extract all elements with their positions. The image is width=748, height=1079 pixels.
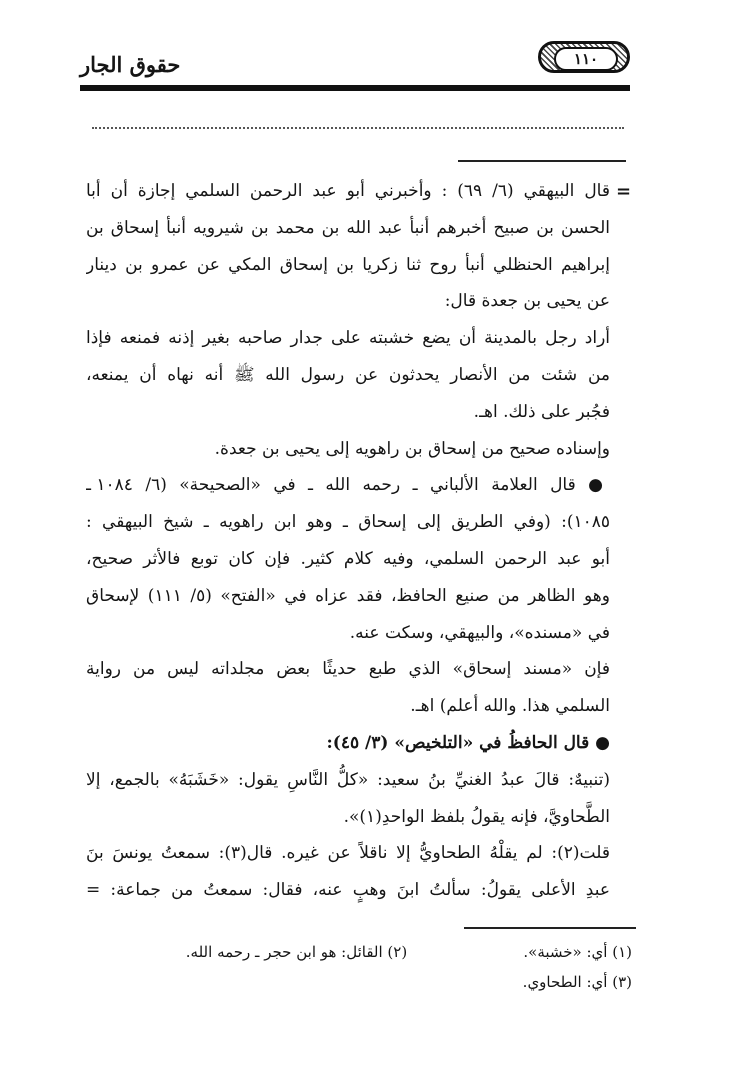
body-line: فإن «مسند إسحاق» الذي طبع حديثًا بعض مجلداته ليس من رواية — [86, 659, 610, 680]
section-rule — [458, 160, 626, 162]
footnote-3: (٣) أي: الطحاوي. — [522, 973, 632, 991]
body-line: في «مسنده»، والبيهقي، وسكت عنه. — [349, 622, 610, 643]
body-line: قال البيهقي (٦/ ٦٩) : وأخبرني أبو عبد الرحمن السلمي إجازة أن أبا — [86, 181, 610, 201]
body-line: وإسناده صحيح من إسحاق بن راهويه إلى يحيى بن جعدة. — [214, 438, 610, 459]
body-text — [86, 173, 610, 909]
body-line: من شئت من الأنصار يحدثون عن رسول الله ﷺ أنه نهاه أن يمنعه، — [86, 364, 610, 385]
page-number: ١١٠ — [554, 47, 618, 71]
body-line: ١٠٨٥): (وفي الطريق إلى إسحاق ـ وهو ابن راهويه ـ شيخ البيهقي : — [86, 512, 610, 533]
body-line: السلمي هذا. والله أعلم) اهـ. — [410, 696, 610, 717]
body-line: إبراهيم الحنظلي أنبأ روح ثنا زكريا بن إسحاق المكي عن عمرو بن دينار — [86, 254, 610, 275]
continuation-marker-top: = — [616, 181, 632, 202]
body-line: قلت(٢): لم يقلْهُ الطحاويُّ إلا ناقلاً عن غيره. قال(٣): سمعتُ يونسَ بنَ — [86, 843, 610, 864]
body-line: الطَّحاويَّ، فإنه يقولُ بلفظ الواحدِ(١)». — [343, 806, 610, 827]
footnote-row — [100, 967, 632, 997]
body-line: عبدِ الأعلى يقولُ: سألتُ ابنَ وهبٍ عنه، فقال: سمعتُ من جماعة: = — [86, 880, 610, 901]
footnote-row — [100, 937, 632, 967]
header-rule — [80, 85, 630, 91]
body-line: الحسن بن صبيح أخبرهم أنبأ عبد الله بن محمد بن شيرويه أنبأ إسحاق بن — [86, 217, 610, 238]
page-number-badge — [538, 41, 630, 73]
footnotes — [100, 937, 632, 997]
footnote-1: (١) أي: «خشبة». — [523, 943, 632, 961]
footnote-rule — [464, 927, 636, 929]
page-header — [80, 40, 630, 86]
body-line: ● قال العلامة الألباني ـ رحمه الله ـ في «الصحيحة» (٦/ ١٠٨٤ ـ — [86, 475, 610, 496]
body-line: وهو الظاهر من صنيع الحافظ، فقد عزاه في «الفتح» (٥/ ١١١) لإسحاق — [86, 585, 610, 606]
body-line: أبو عبد الرحمن السلمي، وفيه كلام كثير. فإن كان توبع فالأثر صحيح، — [86, 548, 610, 569]
footnote-2: (٢) القائل: هو ابن حجر ـ رحمه الله. — [185, 943, 408, 961]
dotted-separator — [92, 127, 624, 129]
body-line: فجُبر على ذلك. اهـ. — [473, 401, 610, 422]
body-line: (تنبيهٌ: قالَ عبدُ الغنيِّ بنُ سعيد: «كلُّ النَّاسِ يقول: «خَشَبَهُ» بالجمع، إلا — [86, 769, 610, 790]
body-line: أراد رجل بالمدينة أن يضع خشبته على جدار صاحبه بغير إذنه فمنعه فإذا — [86, 328, 610, 349]
body-heading: ● قال الحافظُ في «التلخيص» (٣/ ٤٥): — [326, 732, 610, 753]
running-title: حقوق الجار — [80, 52, 181, 77]
body-line: عن يحيى بن جعدة قال: — [444, 291, 610, 312]
